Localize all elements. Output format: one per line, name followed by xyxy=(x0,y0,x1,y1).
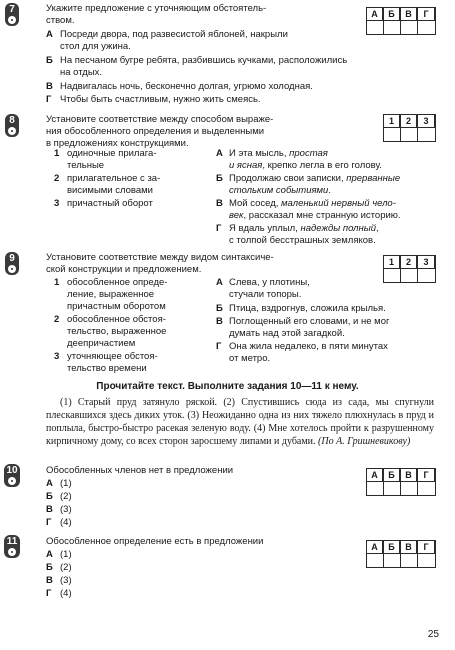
reading-instructions: Прочитайте текст. Выполните задания 10—11 к нему. xyxy=(96,381,359,392)
answer-cell[interactable] xyxy=(384,21,400,34)
answer-cell[interactable] xyxy=(401,554,417,567)
answer-cell[interactable] xyxy=(384,269,400,282)
bullet-icon xyxy=(8,16,16,24)
answer-cell[interactable] xyxy=(418,554,435,567)
bullet-icon xyxy=(8,548,16,556)
answer-cell[interactable] xyxy=(401,21,417,34)
answer-grid[interactable]: А Б В Г xyxy=(366,468,436,496)
answer-cell[interactable] xyxy=(401,128,417,141)
answer-cell[interactable] xyxy=(384,482,400,495)
page-number: 25 xyxy=(427,629,439,641)
answer-cell[interactable] xyxy=(418,128,435,141)
passage-author: (По А. Гришневикову) xyxy=(318,436,411,447)
bullet-icon xyxy=(8,477,16,485)
answer-cell[interactable] xyxy=(384,554,400,567)
task-number-badge: 10 xyxy=(4,464,20,487)
answer-grid[interactable]: А Б В Г xyxy=(366,7,436,35)
workbook-page: 7 Укажите предложение с уточняющим обстоятель- ством. А Б В Г А Посреди двора, под развесистой яблоней, накрыли стол для ужина. Б На песчаном бугре ребята, разбившись кучками, расположились на отдых. В Надвигалась ночь, бесконечно долгая, угрюмо холодная. Г Чтобы быть счастливым, нужно жить смеясь. 8 Установите соответствие между способом выраже- ния обособленного определения и выделенными в предложениях конструкциями. 1 2 3 1 одиночные прилага- тельные 2 прилагательное с за- висимыми словами 3 причастный оборот А И эта мысль, простая и ясная, крепко легла в его голову. Б Продолжаю свои записки, прерванные стольким событиями. В Мой сосед, маленький нервный чело- век, рассказал мне странную историю. Г Я вдаль уплыл, надежды полный, с толпой бесстрашных земляков. 9 Установите соответствие между видом синтаксиче- ской конструкции и предложением. 1 2 3 1 обособленное опреде- ление, выраженное причастным оборотом 2 обособленное обстоя- тельство, выраженное деепричастием 3 уточняющее обстоя- тельство времени А Слева, у плотины, стучали топоры. Б Птица, вздрогнув, сложила крылья. В Поглощенный его словами, и не мог думать над этой загадкой. Г Она жила недалеко, в пяти минутах от метро. Прочитайте текст. Выполните задания 10—11 к нему. (1) Старый пруд затянуло ряской. (2) Спустившись сюда из сада, мы спугнули плескавшихся здесь диких уток. (3) Неожиданно одна из них тяжело плюхнулась в пруд и поплыла, быстро-быстро расекая зеленую воду. (4) Мне хотелось пройти к разрушенному кирпичному дому, со всех сторон заросшему липами и дубами. (По А. Гришневикову) 10 Обособленных членов нет в предложении А Б В Г А (1) Б (2) В (3) Г (4) 11 Обособленное определение есть в предложении А Б В Г А (1) Б (2) В (3) Г (4) 25 xyxy=(0,0,455,650)
question-text: Установите соответствие между способом выраже- ния обособленного определения и выделенными в предложениях конструкциями. xyxy=(46,114,274,150)
question-text: Обособленных членов нет в предложении xyxy=(46,465,234,476)
bullet-icon xyxy=(8,265,16,273)
answer-grid[interactable]: А Б В Г xyxy=(366,540,436,568)
bullet-icon xyxy=(8,127,16,135)
answer-cell[interactable] xyxy=(401,269,417,282)
answer-grid[interactable]: 1 2 3 xyxy=(383,114,436,142)
answer-cell[interactable] xyxy=(418,482,435,495)
task-number-badge: 7 xyxy=(5,3,19,26)
answer-grid[interactable]: 1 2 3 xyxy=(383,255,436,283)
task-number-badge: 8 xyxy=(5,114,19,137)
answer-cell[interactable] xyxy=(418,269,435,282)
answer-cell[interactable] xyxy=(418,21,435,34)
answer-cell[interactable] xyxy=(384,128,400,141)
answer-cell[interactable] xyxy=(367,554,383,567)
question-text: Обособленное определение есть в предложении xyxy=(46,536,264,547)
reading-passage: (1) Старый пруд затянуло ряской. (2) Спустившись сюда из сада, мы спугнули плескавшихся здесь диких уток. (3) Неожиданно одна из них тяжело плюхнулась в пруд и поплыла, быстро-быстро расекая зеленую воду. (4) Мне хотелось пройти к разрушенному кирпичному дому, со всех сторон заросшему липами и дубами. (По А. Гришневикову) xyxy=(46,397,434,447)
answer-cell[interactable] xyxy=(367,482,383,495)
answer-cell[interactable] xyxy=(367,21,383,34)
answer-cell[interactable] xyxy=(401,482,417,495)
task-number-badge: 11 xyxy=(4,535,20,558)
question-text: Укажите предложение с уточняющим обстоятель- ством. xyxy=(46,3,267,27)
question-text: Установите соответствие между видом синтаксиче- ской конструкции и предложением. xyxy=(46,252,274,276)
task-number-badge: 9 xyxy=(5,252,19,275)
